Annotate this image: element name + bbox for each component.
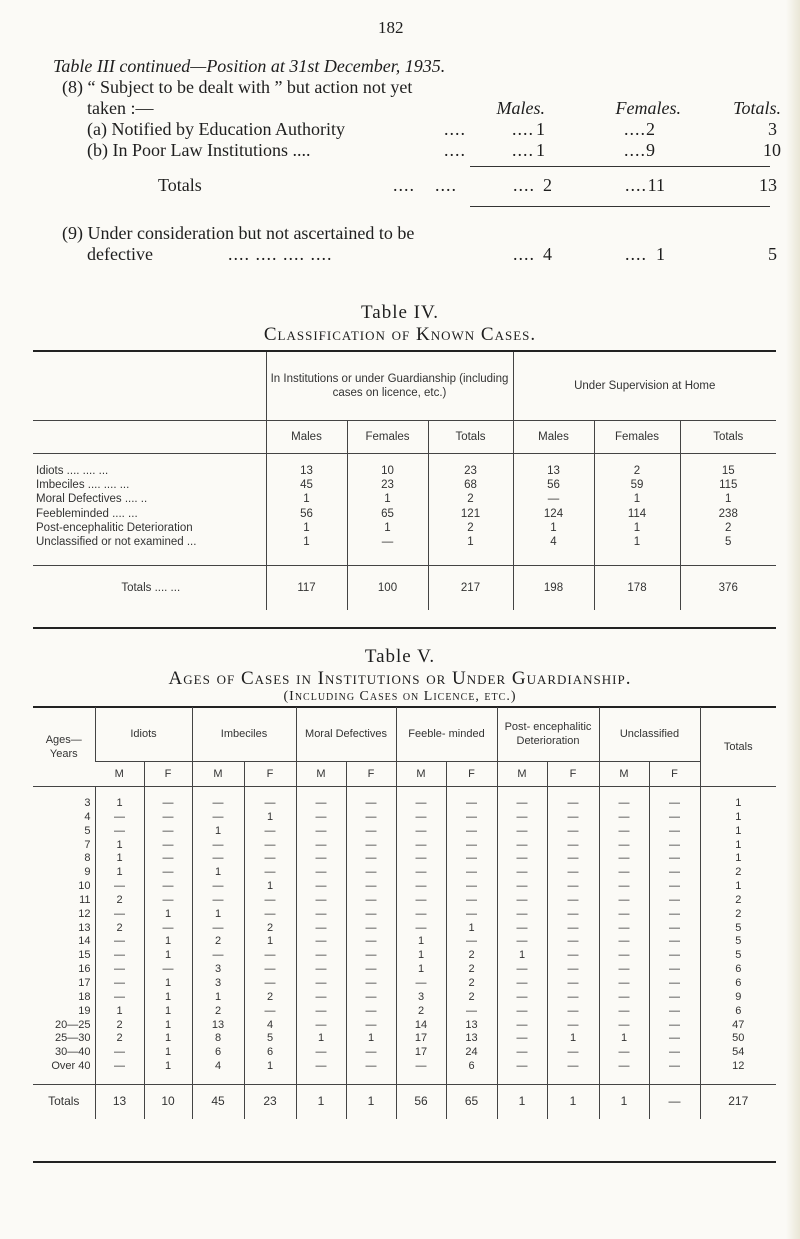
table-row: 9 1 — 1 — — — — — — — — — 2 (33, 866, 776, 880)
row-a: (a) Notified by Education Authority .... 1 .... 2 .... 3 (87, 119, 777, 139)
item9 (53, 223, 777, 265)
table4 (33, 352, 776, 610)
totals-row: Totals .... ... 117 100 217 198 178 376 (33, 566, 776, 611)
table5-note: (Including Cases on Licence, etc.) (283, 689, 517, 704)
t5-group-header: Unclassified (599, 707, 700, 762)
table-row: 19 1 1 2 — — — 2 — — — — — 6 (33, 1005, 776, 1019)
section8-totals (53, 175, 777, 196)
row-b: (b) In Poor Law Institutions .... .... 1 .... 9 .... 10 (87, 140, 781, 160)
table-row: 15 — 1 — — — — 1 2 1 — — — 5 (33, 949, 776, 963)
table-row: 3 1 — — — — — — — — — — — 1 (33, 787, 776, 811)
table-row: Unclassified or not examined ... 1 — 1 4 1 5 (33, 535, 776, 566)
totals-row: Totals .... .... 2 .... 11 .... 13 (158, 175, 777, 195)
t5-totals-header: Totals (700, 707, 776, 787)
table-row: 25—30 2 1 8 5 1 1 17 13 — 1 1 — 50 (33, 1032, 776, 1046)
item9-line1: (9) Under consideration but not ascertained to be (62, 223, 415, 243)
t5-ages-header: Ages— Years (33, 707, 95, 787)
col-males: Males. (496, 98, 545, 118)
table-row: Imbeciles .... .... ... 45 23 68 56 59 115 (33, 478, 776, 492)
t4-col-header: Totals (428, 421, 513, 454)
table5-caption: Table V. (364, 646, 436, 667)
table4-subtitle: Classification of Known Cases. (263, 324, 537, 345)
subtotal-rule (470, 166, 770, 167)
table-row: 30—40 — 1 6 6 — — 17 24 — — — — 54 (33, 1046, 776, 1060)
table-row: 4 — — — 1 — — — — — — — — 1 (33, 811, 776, 825)
table5: Ages— Years Idiots Imbeciles Moral Defectives Feeble- minded Post- encephalitic Deterioration Unclassified Totals M F M F M F M F M F M F 3 1 — — — — — — — — — — — 1 4 — — — 1 — — — — — — — — 1 5 — — 1 — — — — — — — — — 1 7 1 — — — — — — — — — — — 1 8 1 — — — — — — — — — — — 1 9 1 — 1 — — — — — — — — — 2 10 — — — 1 — — — — — — — — 1 11 2 — — — — — — — — — — — 2 12 — 1 1 — — — — — — — — — 2 13 2 — — 2 — — — 1 — — — — 5 14 — 1 2 1 — — 1 — — — — — 5 15 — 1 — — — — 1 2 1 — — — 5 16 — — 3 — — — 1 2 — — — — 6 17 — 1 3 — — — — 2 — — — — 6 18 — 1 1 2 — — 3 2 — — — — 9 19 1 1 2 — — — 2 — — — — — 6 20—25 2 1 13 4 — — 14 13 — — — — 47 25—30 2 1 8 5 1 1 17 13 — 1 1 — 50 30—40 — 1 6 6 — — 17 24 — — — — 54 Over 40 — 1 4 1 — — — 6 — — — — 12 Totals 13 10 45 23 1 1 56 65 1 1 1 — 217 (33, 707, 776, 1119)
table-row: Idiots .... .... ... 13 10 23 13 2 15 (33, 454, 776, 479)
page-edge-shadow (786, 0, 800, 1239)
table-row: 18 — 1 1 2 — — 3 2 — — — — 9 (33, 991, 776, 1005)
item9-line2: defective .... .... .... .... 4 .... 1 .... 5 (87, 244, 777, 264)
section-title: Table III continued—Position at 31st December, 1935. (53, 56, 446, 76)
col-totals: Totals. (733, 98, 781, 118)
t4-col-header: Males (513, 421, 594, 454)
t5-group-header: Idiots (95, 707, 192, 762)
table-row: Over 40 — 1 4 1 — — — 6 — — — — 12 (33, 1060, 776, 1084)
item8-heading: (8) “ Subject to be dealt with ” but action not yet (62, 77, 413, 97)
table5-bottom-rule (33, 1161, 776, 1163)
table-row: Feebleminded .... ... 56 65 121 124 114 238 (33, 507, 776, 521)
t4-col-header: Males (266, 421, 347, 454)
t5-group-header: Post- encephalitic Deterioration (497, 707, 599, 762)
table5-subtitle: Ages of Cases in Institutions or Under Guardianship. (168, 668, 632, 689)
t4-col-header: Females (347, 421, 428, 454)
table-row: 5 — — 1 — — — — — — — — — 1 (33, 825, 776, 839)
table-row: Moral Defectives .... .. 1 1 2 — 1 1 (33, 492, 776, 506)
t5-group-header: Moral Defectives (296, 707, 396, 762)
table4-bottom-rule (33, 627, 776, 629)
item8-heading-cont: taken :— Males. Females. Totals. (87, 98, 781, 118)
table-row: Post-encephalitic Deterioration 1 1 2 1 1 2 (33, 521, 776, 535)
table-row: 12 — 1 1 — — — — — — — — — 2 (33, 908, 776, 922)
totals-row: Totals 13 10 45 23 1 1 56 65 1 1 1 — 217 (33, 1084, 776, 1119)
table-row: 20—25 2 1 13 4 — — 14 13 — — — — 47 (33, 1019, 776, 1033)
table-row: 13 2 — — 2 — — — 1 — — — — 5 (33, 922, 776, 936)
col-females: Females. (615, 98, 681, 118)
t5-group-header: Imbeciles (192, 707, 296, 762)
table-row: 7 1 — — — — — — — — — — — 1 (33, 839, 776, 853)
t5-group-header: Feeble- minded (396, 707, 497, 762)
t4-group1-header: In Institutions or under Guardianship (including cases on licence, etc.) (266, 352, 513, 421)
table-row: 8 1 — — — — — — — — — — — 1 (33, 852, 776, 866)
t4-col-header: Totals (680, 421, 776, 454)
table-row: 16 — — 3 — — — 1 2 — — — — 6 (33, 963, 776, 977)
page-number: 182 (378, 18, 404, 37)
table5-body (33, 787, 776, 1119)
t4-col-header: Females (594, 421, 680, 454)
totals-rule (470, 206, 770, 207)
t4-blank-header (33, 352, 266, 421)
table-row: 10 — — — 1 — — — — — — — — 1 (33, 880, 776, 894)
table3-continued (53, 56, 781, 161)
t4-group2-header: Under Supervision at Home (513, 352, 776, 421)
table-row: 11 2 — — — — — — — — — — — 2 (33, 894, 776, 908)
table-row: 17 — 1 3 — — — — 2 — — — — 6 (33, 977, 776, 991)
table4-caption: Table IV. (360, 302, 440, 323)
table-row: 14 — 1 2 1 — — 1 — — — — — 5 (33, 935, 776, 949)
